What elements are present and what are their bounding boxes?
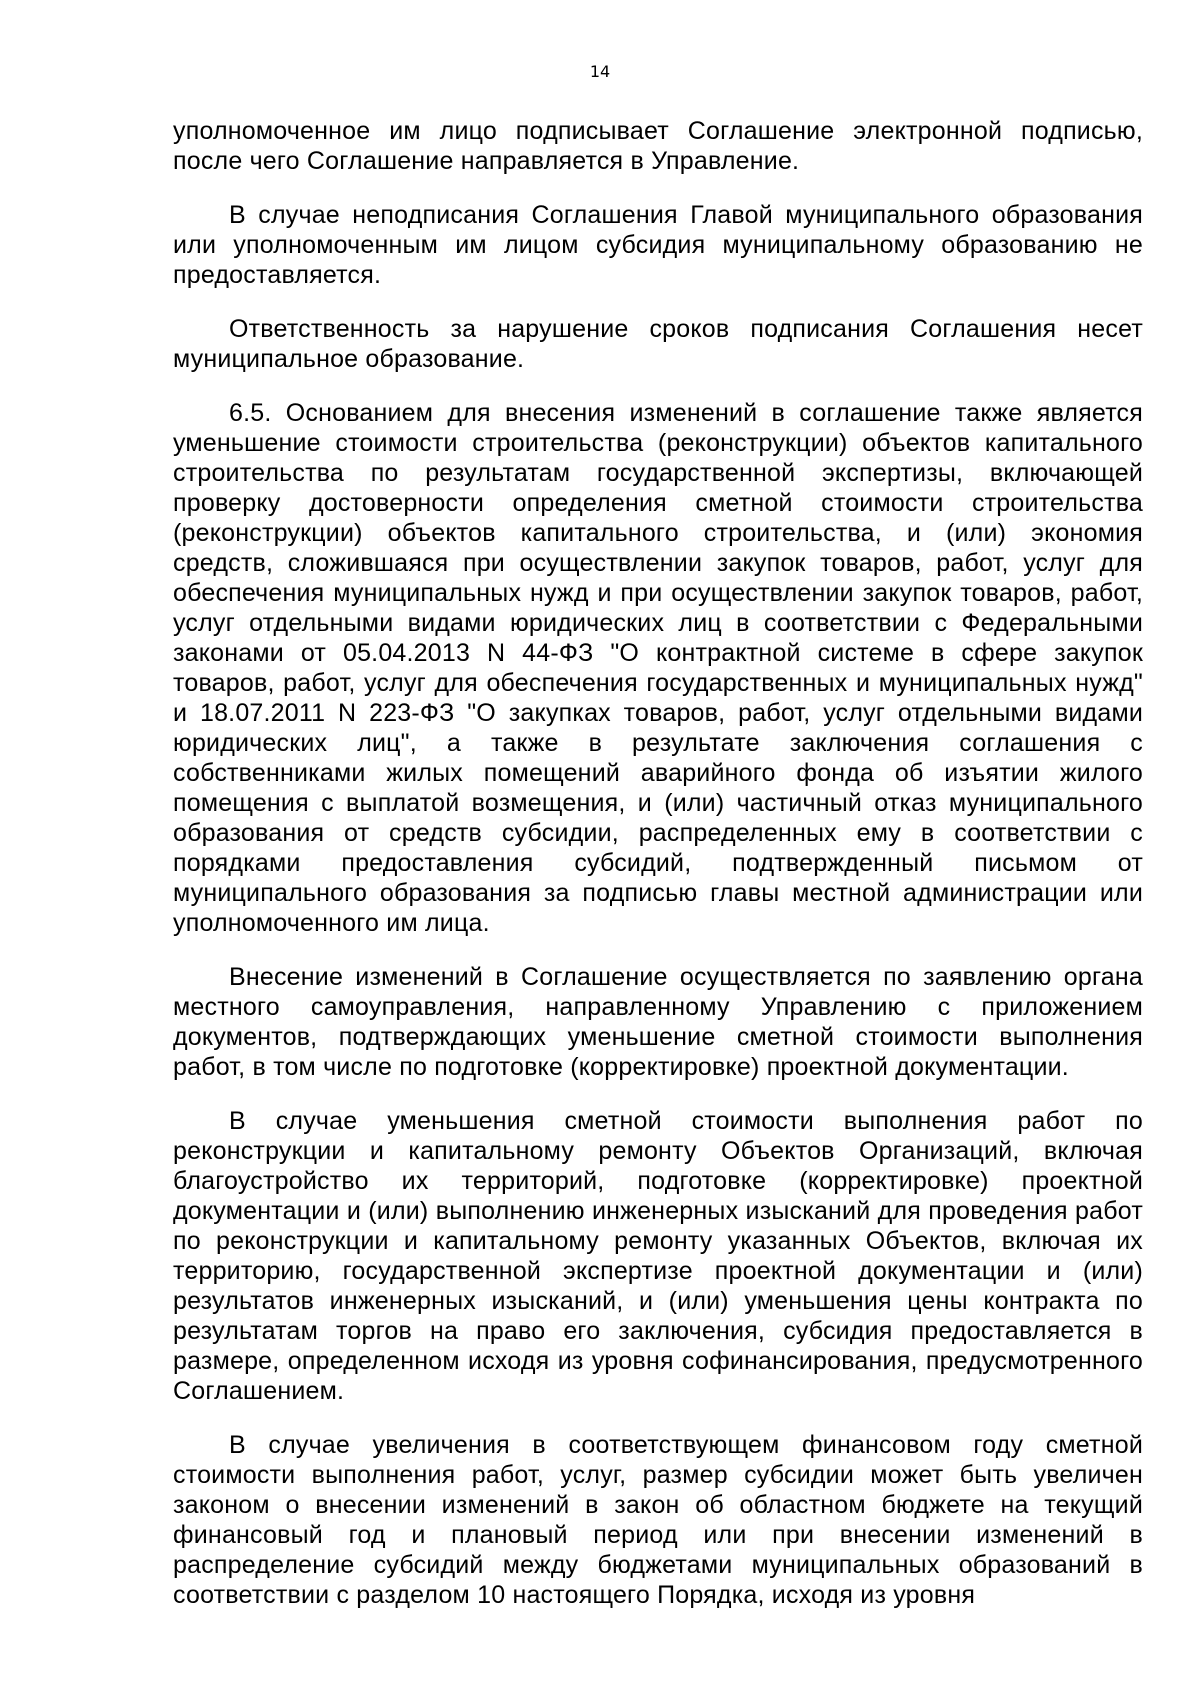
paragraph-responsibility: Ответственность за нарушение сроков подписания Соглашения несет муниципальное образование. — [173, 315, 1143, 373]
paragraph-cost-reduction: В случае уменьшения сметной стоимости выполнения работ по реконструкции и капитальному ремонту Объектов Организаций, включая благоустройство их территорий, подготовке (корректировке) проектной документации и (или) выполнению инженерных изысканий для проведения работ по реконструкции и капитальному ремонту указанных Объектов, включая их территорию, государственной экспертизе проектной документации и (или) результатов инженерных изысканий, и (или) уменьшения цены контракта по результатам торгов на право его заключения, субсидия предоставляется в размере, определенном исходя из уровня софинансирования, предусмотренного Соглашением. — [173, 1107, 1143, 1405]
paragraph-cost-increase: В случае увеличения в соответствующем финансовом году сметной стоимости выполнения работ, услуг, размер субсидии может быть увеличен законом о внесении изменений в закон об областном бюджете на текущий финансовый год и плановый период или при внесении изменений в распределение субсидий между бюджетами муниципальных образований в соответствии с разделом 10 настоящего Порядка, исходя из уровня — [173, 1431, 1143, 1609]
page-number: 14 — [589, 62, 611, 81]
paragraph-section-6-5: 6.5. Основанием для внесения изменений в соглашение также является уменьшение стоимости строительства (реконструкции) объектов капитального строительства по результатам государственной экспертизы, включающей проверку достоверности определения сметной стоимости строительства (реконструкции) объектов капитального строительства, и (или) экономия средств, сложившаяся при осуществлении закупок товаров, работ, услуг для обеспечения муниципальных нужд и при осуществлении закупок товаров, работ, услуг отдельными видами юридических лиц в соответствии с Федеральными законами от 05.04.2013 N 44-ФЗ "О контрактной системе в сфере закупок товаров, работ, услуг для обеспечения государственных и муниципальных нужд" и 18.07.2011 N 223-ФЗ "О закупках товаров, работ, услуг отдельными видами юридических лиц", а также в результате заключения соглашения с собственниками жилых помещений аварийного фонда об изъятии жилого помещения с выплатой возмещения, и (или) частичный отказ муниципального образования от средств субсидии, распределенных ему в соответствии с порядками предоставления субсидий, подтвержденный письмом от муниципального образования за подписью главы местной администрации или уполномоченного им лица. — [173, 399, 1143, 937]
document-body — [173, 116, 1143, 1634]
paragraph-continuation: уполномоченное им лицо подписывает Соглашение электронной подписью, после чего Соглашение направляется в Управление. — [173, 117, 1143, 175]
paragraph-unsigned-agreement: В случае неподписания Соглашения Главой муниципального образования или уполномоченным им лицом субсидия муниципальному образованию не предоставляется. — [173, 201, 1143, 289]
paragraph-amendment-application: Внесение изменений в Соглашение осуществляется по заявлению органа местного самоуправления, направленному Управлению с приложением документов, подтверждающих уменьшение сметной стоимости выполнения работ, в том числе по подготовке (корректировке) проектной документации. — [173, 963, 1143, 1081]
